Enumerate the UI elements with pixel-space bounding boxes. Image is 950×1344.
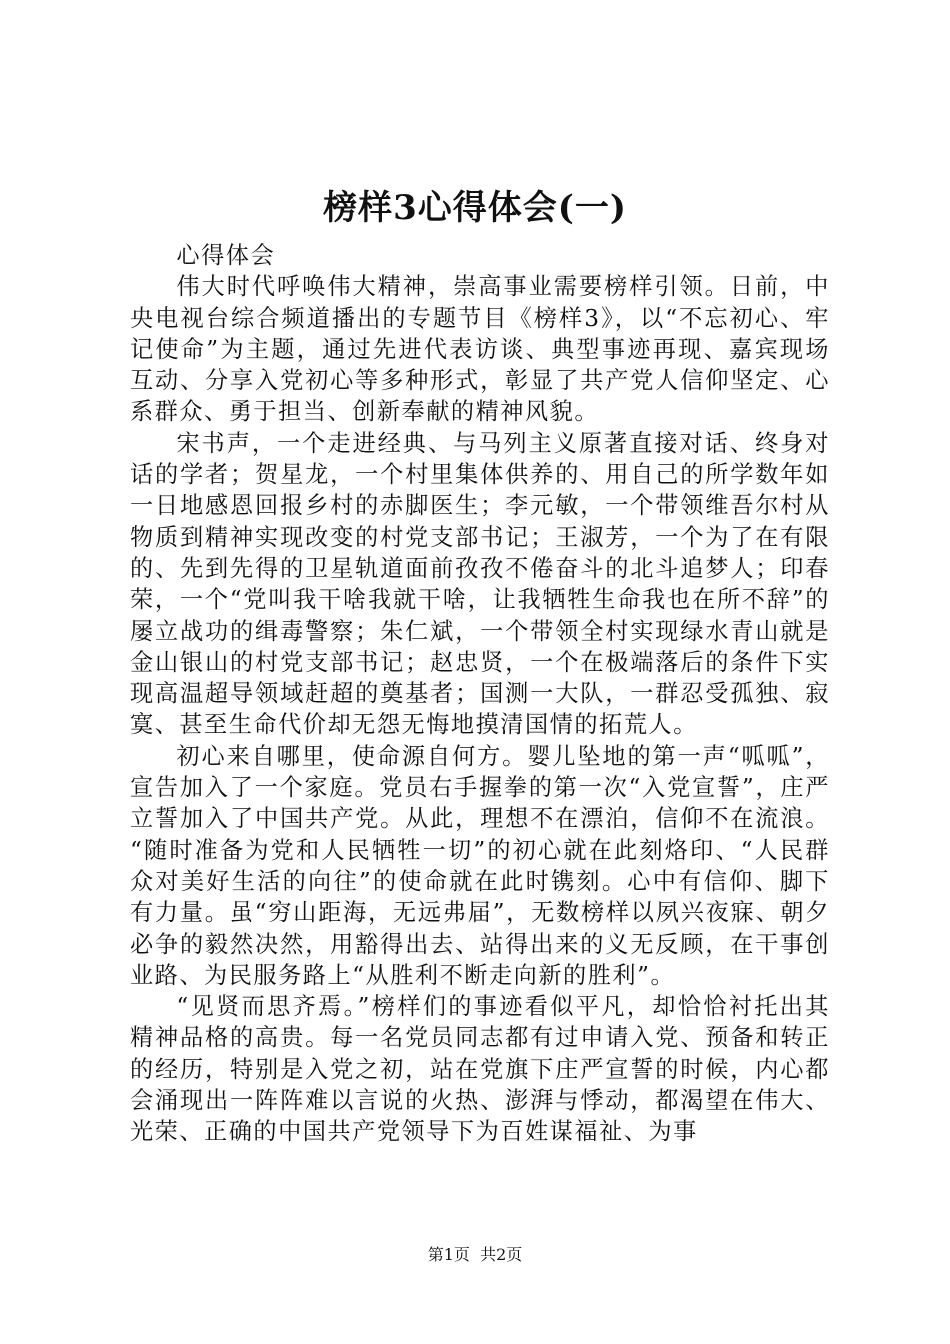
page-number: 第1页 [427,1245,470,1264]
page-total: 共2页 [480,1245,523,1264]
page-footer [0,1243,950,1267]
section-heading: 心得体会 [176,242,276,269]
body-paragraph: 宋书声，一个走进经典、与马列主义原著直接对话、终身对话的学者；贺星龙，一个村里集体供养的、用自己的所学数年如一日地感恩回报乡村的赤脚医生；李元敏，一个带领维吾尔村从物质到精神实现改变的村党支部书记；王淑芳，一个为了在有限的、先到先得的卫星轨道面前孜孜不倦奋斗的北斗追梦人；印春荣，一个“党叫我干啥我就干啥，让我牺牲生命我也在所不辞”的屡立战功的缉毒警察；朱仁斌，一个带领全村实现绿水青山就是金山银山的村党支部书记；赵忠贤，一个在极端落后的条件下实现高温超导领域赶超的奠基者；国测一大队，一群忍受孤独、寂寞、甚至生命代价却无怨无悔地摸清国情的拓荒人。 [130,429,830,739]
document-body [130,240,830,1148]
document-title: 榜样3心得体会(一) [323,188,627,228]
body-paragraph: 初心来自哪里，使命源自何方。婴儿坠地的第一声“呱呱”，宣告加入了一个家庭。党员右手握拳的第一次“入党宣誓”，庄严立誓加入了中国共产党。从此，理想不在漂泊，信仰不在流浪。“随时准备为党和人民牺牲一切”的初心就在此刻烙印、“人民群众对美好生活的向往”的使命就在此时镌刻。心中有信仰、脚下有力量。虽“穷山距海，无远弗届”，无数榜样以夙兴夜寐、朝夕必争的毅然决然，用豁得出去、站得出来的义无反顾，在干事创业路、为民服务路上“从胜利不断走向新的胜利”。 [130,742,830,989]
body-paragraph: 伟大时代呼唤伟大精神，崇高事业需要榜样引领。日前，中央电视台综合频道播出的专题节目《榜样3》，以“不忘初心、牢记使命”为主题，通过先进代表访谈、典型事迹再现、嘉宾现场互动、分享入党初心等多种形式，彰显了共产党人信仰坚定、心系群众、勇于担当、创新奉献的精神风貌。 [130,273,830,426]
body-paragraph: “见贤而思齐焉。”榜样们的事迹看似平凡，却恰恰衬托出其精神品格的高贵。每一名党员同志都有过申请入党、预备和转正的经历，特别是入党之初，站在党旗下庄严宣誓的时候，内心都会涌现出一阵阵难以言说的火热、澎湃与悸动，都渴望在伟大、光荣、正确的中国共产党领导下为百姓谋福祉、为事 [130,993,830,1146]
footer-separator [470,1245,480,1264]
